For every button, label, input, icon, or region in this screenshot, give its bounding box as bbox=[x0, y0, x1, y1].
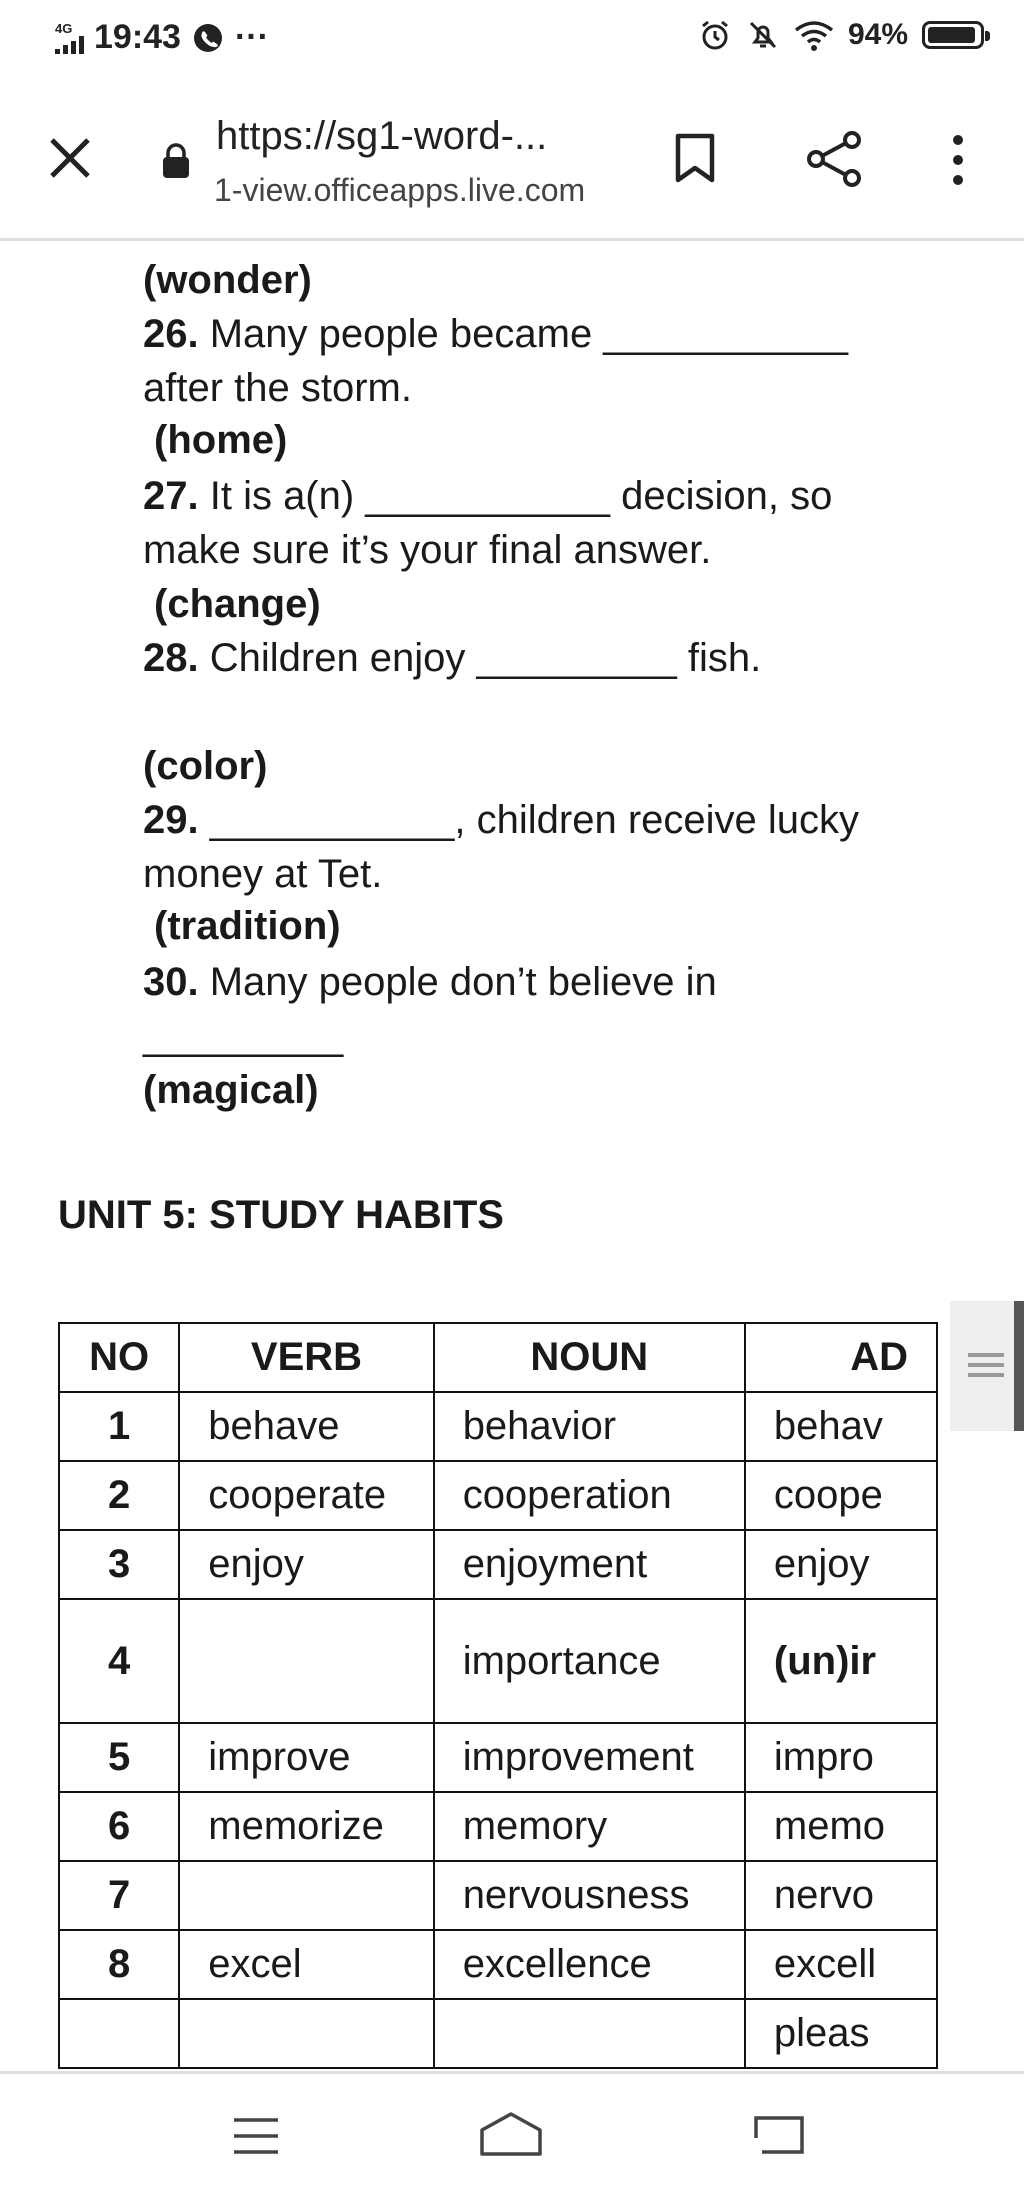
table-row bbox=[59, 1930, 937, 1999]
home-icon[interactable] bbox=[476, 2110, 546, 2160]
cell-verb: behave bbox=[179, 1392, 433, 1461]
word-form-table bbox=[58, 1322, 938, 2069]
cell-no: 7 bbox=[59, 1861, 179, 1930]
cell-verb: excel bbox=[179, 1930, 433, 1999]
header-no: NO bbox=[59, 1323, 179, 1392]
table-row bbox=[59, 1461, 937, 1530]
hint-home: (home) bbox=[154, 418, 288, 462]
status-bar bbox=[0, 0, 1024, 80]
cell-adj: (un)ir bbox=[745, 1599, 937, 1723]
table-row bbox=[59, 1792, 937, 1861]
hint-tradition: (tradition) bbox=[154, 904, 341, 948]
cell-adj: pleas bbox=[745, 1999, 937, 2068]
cell-adj: nervo bbox=[745, 1861, 937, 1930]
cell-no: 4 bbox=[59, 1599, 179, 1723]
hint-magical: (magical) bbox=[143, 1068, 319, 1112]
back-icon[interactable] bbox=[752, 2114, 808, 2158]
exercise-29-line2: money at Tet. bbox=[143, 852, 383, 896]
signal-indicator bbox=[55, 22, 84, 54]
table-viewport[interactable] bbox=[0, 241, 938, 2071]
cell-adj: memo bbox=[745, 1792, 937, 1861]
cell-adj: coope bbox=[745, 1461, 937, 1530]
cell-verb bbox=[179, 1861, 433, 1930]
more-icon[interactable] bbox=[940, 130, 976, 190]
unit-title: UNIT 5: STUDY HABITS bbox=[58, 1193, 504, 1237]
signal-icon bbox=[55, 36, 84, 54]
cell-adj: enjoy bbox=[745, 1530, 937, 1599]
cell-no: 5 bbox=[59, 1723, 179, 1792]
table-row bbox=[59, 1530, 937, 1599]
fast-scroll-handle[interactable] bbox=[950, 1301, 1024, 1431]
table-row bbox=[59, 1599, 937, 1723]
cell-no: 2 bbox=[59, 1461, 179, 1530]
wifi-icon bbox=[794, 18, 834, 52]
header-noun: NOUN bbox=[434, 1323, 745, 1392]
cell-no: 8 bbox=[59, 1930, 179, 1999]
cell-noun: excellence bbox=[434, 1930, 745, 1999]
document-viewer[interactable] bbox=[0, 241, 1024, 2071]
share-icon[interactable] bbox=[804, 128, 866, 190]
cell-adj: impro bbox=[745, 1723, 937, 1792]
cell-noun: enjoyment bbox=[434, 1530, 745, 1599]
mute-icon bbox=[746, 18, 780, 52]
cell-no: 6 bbox=[59, 1792, 179, 1861]
cell-verb: memorize bbox=[179, 1792, 433, 1861]
cell-noun: importance bbox=[434, 1599, 745, 1723]
hint-color: (color) bbox=[143, 744, 268, 788]
system-nav-bar bbox=[0, 2071, 1024, 2197]
cell-verb bbox=[179, 1599, 433, 1723]
table-row bbox=[59, 1861, 937, 1930]
cell-noun: improvement bbox=[434, 1723, 745, 1792]
url-text[interactable]: https://sg1-word-... bbox=[216, 114, 548, 158]
exercise-27: 27. It is a(n) ___________ decision, so bbox=[143, 474, 833, 518]
exercise-26: 26. Many people became ___________ bbox=[143, 312, 849, 356]
battery-icon bbox=[922, 21, 984, 49]
bookmark-icon[interactable] bbox=[672, 132, 718, 184]
cell-no: 3 bbox=[59, 1530, 179, 1599]
close-icon[interactable] bbox=[40, 128, 100, 188]
table-row bbox=[59, 1999, 937, 2068]
header-verb: VERB bbox=[179, 1323, 433, 1392]
whatsapp-icon bbox=[191, 21, 225, 55]
header-adj: AD bbox=[745, 1323, 937, 1392]
cell-verb bbox=[179, 1999, 433, 2068]
hint-wonder: (wonder) bbox=[143, 258, 312, 302]
lock-icon[interactable] bbox=[160, 142, 192, 180]
cell-verb: improve bbox=[179, 1723, 433, 1792]
cell-adj: behav bbox=[745, 1392, 937, 1461]
cell-noun: behavior bbox=[434, 1392, 745, 1461]
battery-percent: 94% bbox=[847, 18, 908, 51]
cell-noun: nervousness bbox=[434, 1861, 745, 1930]
table-row bbox=[59, 1392, 937, 1461]
url-domain[interactable]: 1-view.officeapps.live.com bbox=[214, 172, 586, 208]
exercise-26-line2: after the storm. bbox=[143, 366, 412, 410]
cell-noun: cooperation bbox=[434, 1461, 745, 1530]
cell-noun: memory bbox=[434, 1792, 745, 1861]
network-type: 4G bbox=[55, 20, 73, 36]
exercise-30: 30. Many people don’t believe in bbox=[143, 960, 717, 1004]
alarm-icon bbox=[698, 18, 732, 52]
cell-no bbox=[59, 1999, 179, 2068]
clock: 19:43 bbox=[94, 18, 181, 56]
hint-change: (change) bbox=[154, 582, 321, 626]
cell-verb: cooperate bbox=[179, 1461, 433, 1530]
exercise-30-line2: _________ bbox=[143, 1014, 344, 1058]
exercise-27-line2: make sure it’s your final answer. bbox=[143, 528, 712, 572]
menu-icon[interactable] bbox=[230, 2114, 282, 2158]
status-overflow: ··· bbox=[234, 18, 269, 56]
cell-adj: excell bbox=[745, 1930, 937, 1999]
cell-noun bbox=[434, 1999, 745, 2068]
cell-no: 1 bbox=[59, 1392, 179, 1461]
browser-toolbar bbox=[0, 80, 1024, 241]
exercise-28: 28. Children enjoy _________ fish. bbox=[143, 636, 762, 680]
exercise-29: 29. ___________, children receive lucky bbox=[143, 798, 860, 842]
cell-verb: enjoy bbox=[179, 1530, 433, 1599]
table-row bbox=[59, 1723, 937, 1792]
table-header-row bbox=[59, 1323, 937, 1392]
